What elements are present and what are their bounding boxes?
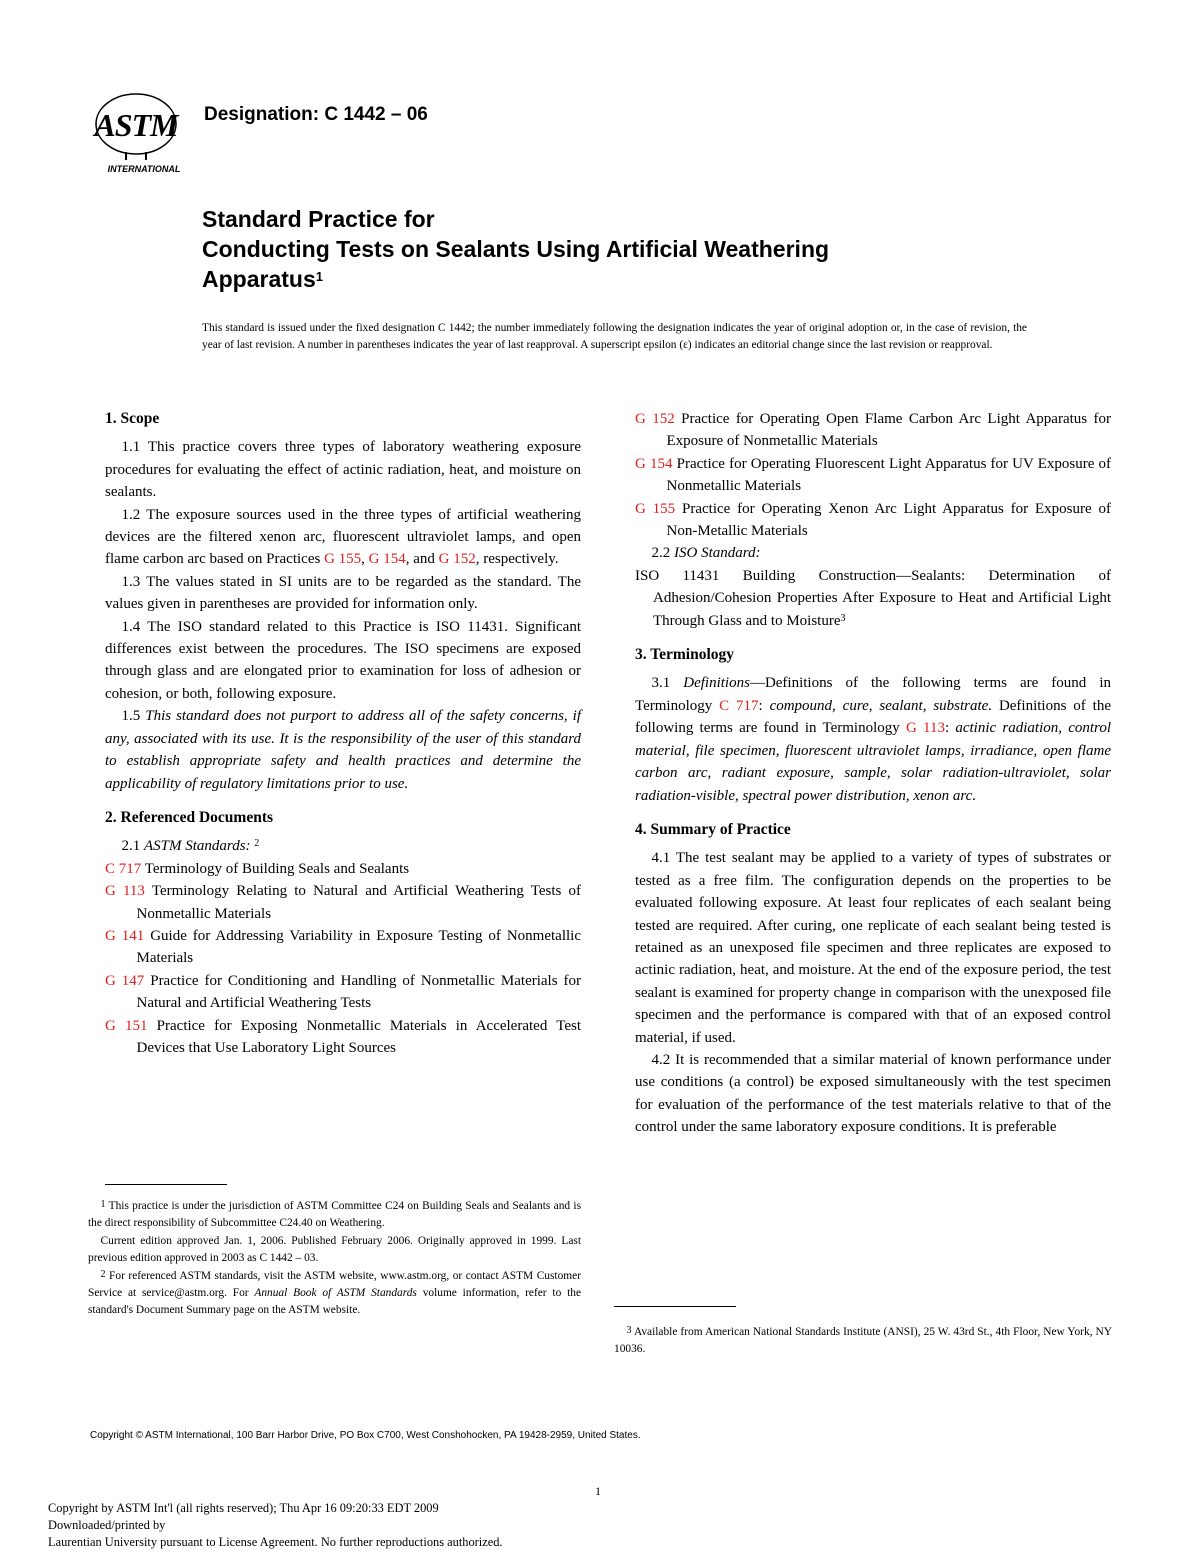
link-ref-code[interactable]: G 113 — [105, 883, 145, 900]
document-title — [202, 204, 1102, 294]
link-g152[interactable]: G 152 — [438, 551, 476, 568]
paragraph-1-2: 1.2 The exposure sources used in the three types of artificial weathering devices are the filtered xenon arc, fluorescent ultraviolet lamps, and open flame carbon arc based on Practices G 155, G 154, and G 152, respectively. — [105, 506, 581, 568]
ref-item: G 154 Practice for Operating Fluorescent Light Apparatus for UV Exposure of Nonmetallic Materials — [635, 455, 1111, 495]
paragraph-1-4: 1.4 The ISO standard related to this Practice is ISO 11431. Significant differences exist between the procedures. The ISO specimens are exposed through glass and are elongated prior to examination for loss of adhesion or cohesion, or both, following exposure. — [105, 618, 581, 702]
page-number: 1 — [595, 1484, 601, 1498]
footnote-mark-3: 3 — [840, 612, 846, 624]
footnote-rule-right — [614, 1306, 736, 1307]
paragraph-4-1: 4.1 The test sealant may be applied to a variety of types of substrates or tested as a free film. The configuration depends on the properties to be evaluated following exposure. At least four replicates of each sealant being tested are required. After curing, one replicate of each sealant being tested is retained as an unexposed file specimen and three replicates are exposed to actinic radiation, heat, and moisture. At the end of the exposure period, the test sealant is examined for property change in comparison with the unexposed file specimen and the performance is compared with that of an exposed control material, if used. — [635, 850, 1111, 1046]
license-line-1: Copyright by ASTM Int'l (all rights reserved); Thu Apr 16 09:20:33 EDT 2009 — [48, 1501, 439, 1515]
svg-text:ASTM: ASTM — [94, 107, 178, 143]
link-ref-code[interactable]: G 147 — [105, 972, 145, 989]
paragraph-4-2: 4.2 It is recommended that a similar material of known performance under use conditions (a control) be exposed simultaneously with the test specimen for evaluation of the performance of the test materials relative to that of the control under the same laboratory exposure conditions. It is preferable — [635, 1051, 1111, 1136]
footnote-1-edition: Current edition approved Jan. 1, 2006. Published February 2006. Originally approved in 1999. Last previous edition approved in 2003 as C 1442 – 03. — [88, 1234, 581, 1265]
issue-note: This standard is issued under the fixed designation C 1442; the number immediately following the designation indicates the year of original adoption or, in the case of revision, the year of last revision. A number in parentheses indicates the year of last reapproval. A superscript epsilon (ε) indicates an editorial change since the last revision or reapproval. — [202, 322, 1027, 351]
ref-item: G 152 Practice for Operating Open Flame Carbon Arc Light Apparatus for Exposure of Nonmetallic Materials — [635, 411, 1111, 450]
link-ref-code[interactable]: G 154 — [635, 455, 673, 472]
title-footnote-mark: 1 — [315, 269, 323, 284]
title-line-3: Apparatus — [202, 266, 316, 292]
footnote-3: $^3$ Available from American National Standards Institute (ANSI), 25 W. 43rd St., 4th Floor, New York, NY 10036. — [614, 1325, 1112, 1356]
footnote-2: $^2$ For referenced ASTM standards, visit the ASTM website, www.astm.org, or contact ASTM Customer Service at service@astm.org. For Annual Book of ASTM Standards volume information, refer to the standard's Document Summary page on the ASTM website. — [88, 1268, 582, 1317]
link-ref-code[interactable]: G 155 — [635, 500, 676, 517]
section-heading-scope: 1. Scope — [105, 410, 160, 427]
paragraph-3-1: 3.1 Definitions—Definitions of the following terms are found in Terminology C 717: compound, cure, sealant, substrate. Definitions of the following terms are found in Terminology G 113: actinic radiation, control material, file specimen, fluorescent ultraviolet lamps, irradiance, open flame carbon arc, radiant exposure, sample, solar radiation-ultraviolet, solar radiation-visible, spectral power distribution, xenon arc. — [635, 675, 1111, 804]
copyright-line: Copyright © ASTM International, 100 Barr Harbor Drive, PO Box C700, West Conshohocken, PA 19428-2959, United States. — [90, 1430, 641, 1441]
designation: Designation: C 1442 – 06 — [204, 104, 428, 125]
link-ref-code[interactable]: G 152 — [635, 411, 675, 427]
footnote-mark-2: 2 — [254, 838, 260, 850]
title-line-2: Conducting Tests on Sealants Using Artificial Weathering — [202, 236, 830, 262]
license-block — [48, 1500, 503, 1551]
section-heading-summary: 4. Summary of Practice — [635, 820, 791, 838]
subsection-2-2: 2.2 ISO Standard: — [651, 545, 761, 562]
subsection-2-1: 2.1 ASTM Standards: $^2$ — [121, 838, 260, 855]
link-ref-code[interactable]: G 151 — [105, 1017, 148, 1034]
footnote-1: $^1$ This practice is under the jurisdiction of ASTM Committee C24 on Building Seals and Sealants and is the direct responsibility of Subcommittee C24.40 on Weathering. — [88, 1199, 581, 1230]
title-line-1: Standard Practice for — [202, 206, 435, 232]
license-line-3: Laurentian University pursuant to License Agreement. No further reproductions authorized. — [48, 1535, 503, 1549]
link-g155[interactable]: G 155 — [324, 551, 362, 568]
ref-item: G 141 Guide for Addressing Variability in Exposure Testing of Nonmetallic Materials — [105, 927, 581, 967]
link-ref-code[interactable]: C 717 — [105, 860, 142, 877]
ref-item: G 113 Terminology Relating to Natural and Artificial Weathering Tests of Nonmetallic Materials — [105, 883, 581, 922]
iso-reference: ISO 11431 Building Construction—Sealants: Determination of Adhesion/Cohesion Properties After Exposure to Heat and Artificial Light Through Glass and to Moisture$^3$ — [635, 567, 1111, 629]
footnotes-right — [614, 1324, 1112, 1359]
section-heading-referenced: 2. Referenced Documents — [105, 808, 274, 826]
logo-subtext: INTERNATIONAL — [107, 164, 181, 174]
ref-item: G 147 Practice for Conditioning and Handling of Nonmetallic Materials for Natural and Artificial Weathering Tests — [105, 972, 581, 1012]
left-column — [105, 408, 581, 1059]
footnote-rule-left — [105, 1184, 227, 1185]
link-g113[interactable]: G 113 — [905, 720, 945, 737]
ref-item: C 717 Terminology of Building Seals and Sealants — [105, 860, 410, 877]
section-heading-terminology: 3. Terminology — [635, 646, 735, 664]
paragraph-1-3: 1.3 The values stated in SI units are to be regarded as the standard. The values given in parentheses are provided for information only. — [105, 573, 581, 613]
astm-logo — [90, 92, 190, 174]
paragraph-1-1: 1.1 This practice covers three types of laboratory weathering exposure procedures for evaluating the effect of actinic radiation, heat, and moisture on sealants. — [105, 439, 581, 501]
paragraph-1-5: 1.5 This standard does not purport to address all of the safety concerns, if any, associated with its use. It is the responsibility of the user of this standard to establish appropriate safety and health practices and determine the applicability of regulatory limitations prior to use. — [105, 708, 581, 792]
link-ref-code[interactable]: G 141 — [105, 927, 145, 944]
ref-item: G 155 Practice for Operating Xenon Arc Light Apparatus for Exposure of Non-Metallic Materials — [635, 500, 1111, 540]
ref-item: G 151 Practice for Exposing Nonmetallic Materials in Accelerated Test Devices that Use Laboratory Light Sources — [105, 1017, 581, 1056]
right-column — [635, 408, 1111, 1139]
footnotes-left — [88, 1198, 581, 1320]
link-c717[interactable]: C 717 — [719, 697, 759, 714]
link-g154[interactable]: G 154 — [368, 551, 406, 568]
license-line-2: Downloaded/printed by — [48, 1518, 166, 1532]
